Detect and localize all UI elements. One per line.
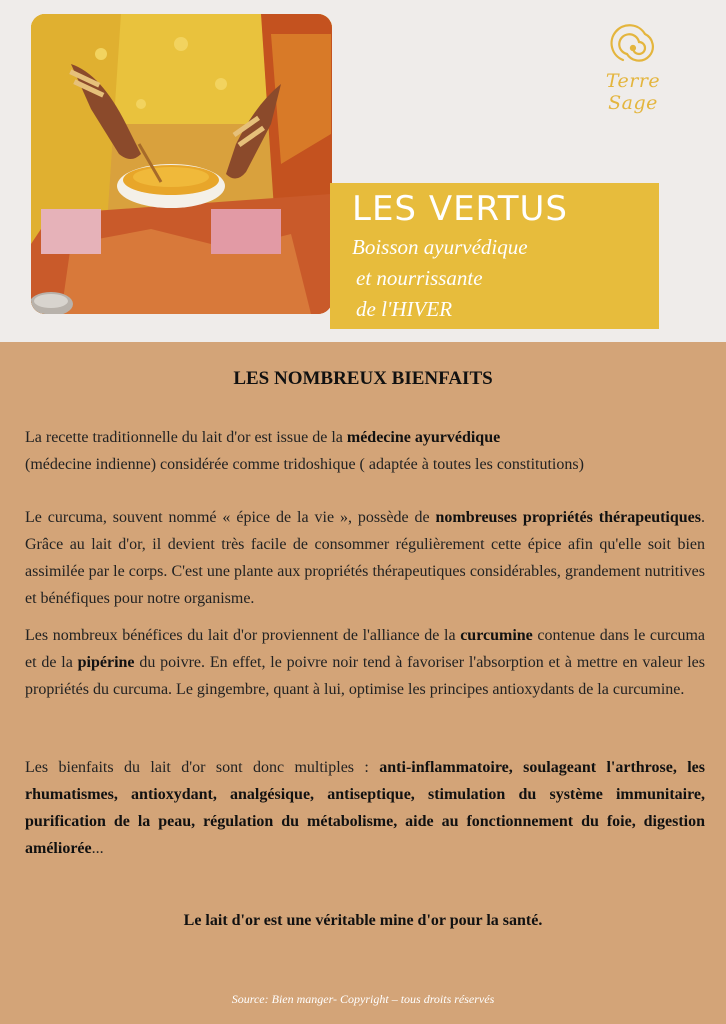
p2-bold-b: nombreuses propriétés thérapeutiques	[435, 509, 701, 526]
p2-text-c: . Grâce au lait d'or, il devient très facile de consommer régulièrement cette épice afin qu'elle soit bien assimilée par le corps. C'est une plante aux propriétés thérapeutiques considérables, grandement nutritives et bénéfiques pour notre organisme.	[25, 509, 705, 607]
p3-bold-b: curcumine	[460, 627, 533, 644]
paragraph-benefices	[25, 622, 705, 703]
turmeric-milk-photo	[31, 14, 332, 314]
p1-bold-b: médecine ayurvédique	[346, 429, 501, 446]
p1-text-c: (médecine indienne) considérée comme tridoshique ( adaptée à toutes les constitutions)	[25, 456, 584, 473]
p1-text-a: La recette traditionnelle du lait d'or est issue de la	[25, 429, 347, 446]
p4-bold-b: anti-inflammatoire, soulageant l'arthrose, les rhumatismes, antioxydant, analgésique, antiseptique, stimulation du système immunitaire, purification de la peau, régulation du métabolisme, aide au fonctionnement du foie, digestion améliorée	[25, 759, 705, 857]
p3-text-c: contenue dans le curcuma et de la	[25, 627, 705, 671]
banner-title: LES VERTUS	[352, 189, 568, 229]
title-banner	[330, 183, 659, 329]
paragraph-origin	[25, 424, 705, 478]
source-credit: Source: Bien manger- Copyright – tous droits réservés	[231, 992, 495, 1006]
photo-illustration	[31, 14, 332, 314]
banner-subtitle-line-2: et nourrissante	[356, 266, 483, 290]
brand-name: Terre Sage	[605, 70, 661, 114]
p3-text-e: du poivre. En effet, le poivre noir tend à favoriser l'absorption et à mettre en valeur les propriétés du curcuma. Le gingembre, quant à lui, optimise les principes antioxydants de la curcumine.	[25, 654, 705, 698]
content-area	[0, 342, 726, 1024]
p3-bold-d: pipérine	[77, 654, 135, 671]
paragraph-bienfaits	[25, 754, 705, 862]
p4-text-a: Les bienfaits du lait d'or sont donc multiples :	[25, 759, 380, 776]
banner-subtitle-line-3: de l'HIVER	[356, 297, 453, 321]
paragraph-curcuma	[25, 504, 705, 612]
p4-text-c: ...	[91, 840, 104, 857]
banner-subtitle-line-1: Boisson ayurvédique	[352, 235, 528, 259]
section-heading: LES NOMBREUX BIENFAITS	[233, 368, 493, 389]
p2-text-a: Le curcuma, souvent nommé « épice de la vie », possède de	[25, 509, 436, 526]
p3-text-a: Les nombreux bénéfices du lait d'or proviennent de l'alliance de la	[25, 627, 461, 644]
closing-statement: Le lait d'or est une véritable mine d'or pour la santé.	[183, 912, 543, 929]
spiral-icon	[578, 18, 688, 78]
header-area	[0, 0, 726, 342]
